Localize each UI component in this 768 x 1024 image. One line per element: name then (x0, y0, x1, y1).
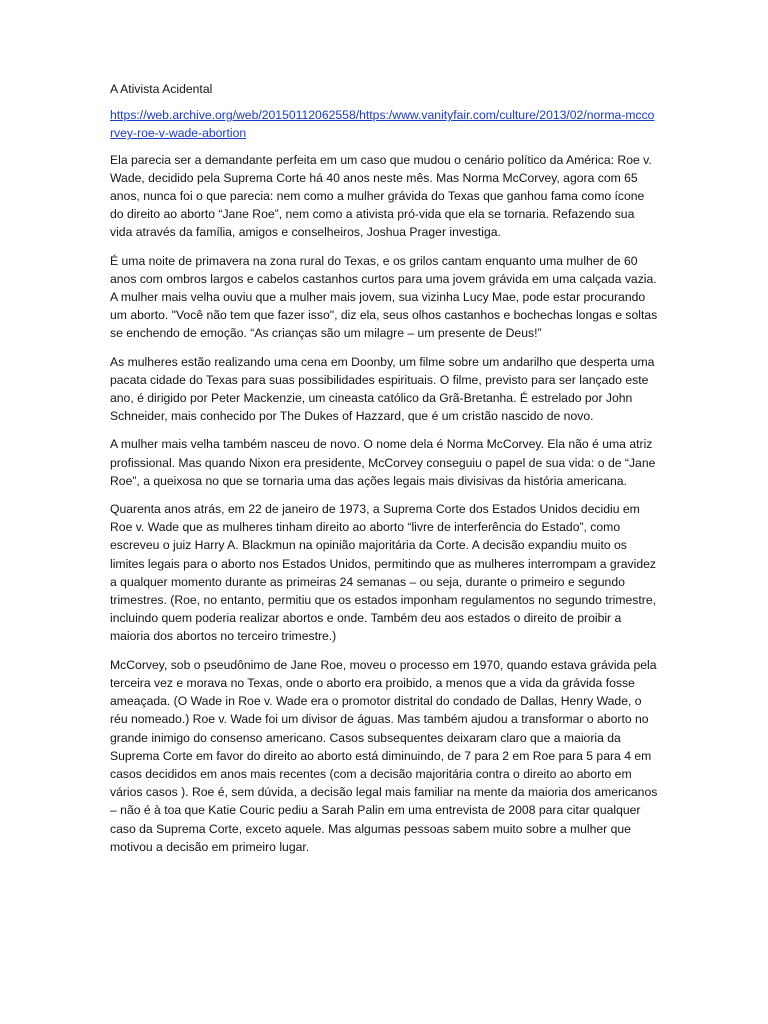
paragraph: É uma noite de primavera na zona rural do Texas, e os grilos cantam enquanto uma mulher de 60 anos com ombros largos e cabelos castanhos curtos para uma jovem grávida em uma calçada vazia. A mulher mais velha ouviu que a mulher mais jovem, sua vizinha Lucy Mae, pode estar procurando um aborto. "Você não tem que fazer isso", diz ela, seus olhos castanhos e bochechas longas e soltas se enchendo de emoção. “As crianças são um milagre – um presente de Deus!” (110, 253, 658, 341)
document-body (110, 80, 658, 866)
paragraph: A mulher mais velha também nasceu de novo. O nome dela é Norma McCorvey. Ela não é uma atriz profissional. Mas quando Nixon era presidente, McCorvey conseguiu o papel de sua vida: o de “Jane Roe”, a queixosa no que se tornaria uma das ações legais mais divisivas da história americana. (110, 437, 656, 488)
paragraph: Ela parecia ser a demandante perfeita em um caso que mudou o cenário político da América: Roe v. Wade, decidido pela Suprema Corte há 40 anos neste mês. Mas Norma McCorvey, agora com 65 anos, nunca foi o que parecia: nem como a mulher grávida do Texas que ganhou fama como ícone do direito ao aborto “Jane Roe”, nem como a ativista pró-vida que ela se tornaria. Refazendo sua vida através da família, amigos e conselheiros, Joshua Prager investiga. (110, 152, 652, 240)
paragraph: McCorvey, sob o pseudônimo de Jane Roe, moveu o processo em 1970, quando estava grávida pela terceira vez e morava no Texas, onde o aborto era proibido, a menos que a vida da grávida fosse ameaçada. (O Wade in Roe v. Wade era o promotor distrital do condado de Dallas, Henry Wade, o réu nomeado.) Roe v. Wade foi um divisor de águas. Mas também ajudou a transformar o aborto no grande inimigo do consenso americano. Casos subsequentes deixaram claro que a maioria da Suprema Corte em favor do direito ao aborto está diminuindo, de 7 para 2 em Roe para 5 para 4 em casos decididos em anos mais recentes (com a decisão majoritária contra o direito ao aborto em vários casos ). Roe é, sem dúvida, a decisão legal mais familiar na mente da maioria dos americanos – não é à toa que Katie Couric pediu a Sarah Palin em uma entrevista de 2008 para citar qualquer caso da Suprema Corte, exceto aquele. Mas algumas pessoas sabem muito sobre a mulher que motivou a decisão em primeiro lugar. (110, 657, 658, 854)
paragraph: Quarenta anos atrás, em 22 de janeiro de 1973, a Suprema Corte dos Estados Unidos decidiu em Roe v. Wade que as mulheres tinham direito ao aborto “livre de interferência do Estado”, como escreveu o juiz Harry A. Blackmun na opinião majoritária da Corte. A decisão expandiu muito os limites legais para o aborto nos Estados Unidos, permitindo que as mulheres interrompam a gravidez a qualquer momento durante as primeiras 24 semanas – ou seja, durante o primeiro e segundo trimestres. (Roe, no entanto, permitiu que os estados imponham regulamentos no segundo trimestre, incluindo quem poderia realizar abortos e onde. Também deu aos estados o direito de proibir a maioria dos abortos no terceiro trimestre.) (110, 502, 657, 644)
source-link[interactable]: https://web.archive.org/web/20150112062558/https:/www.vanityfair.com/culture/2013/02/norma-mccorvey-roe-v-wade-abortion (110, 108, 655, 141)
document-title: A Ativista Acidental (110, 82, 213, 96)
paragraph: As mulheres estão realizando uma cena em Doonby, um filme sobre um andarilho que desperta uma pacata cidade do Texas para suas possibilidades espirituais. O filme, previsto para ser lançado este ano, é dirigido por Peter Mackenzie, um cineasta católico da Grã-Bretanha. É estrelado por John Schneider, mais conhecido por The Dukes of Hazzard, que é um cristão nascido de novo. (110, 354, 655, 424)
